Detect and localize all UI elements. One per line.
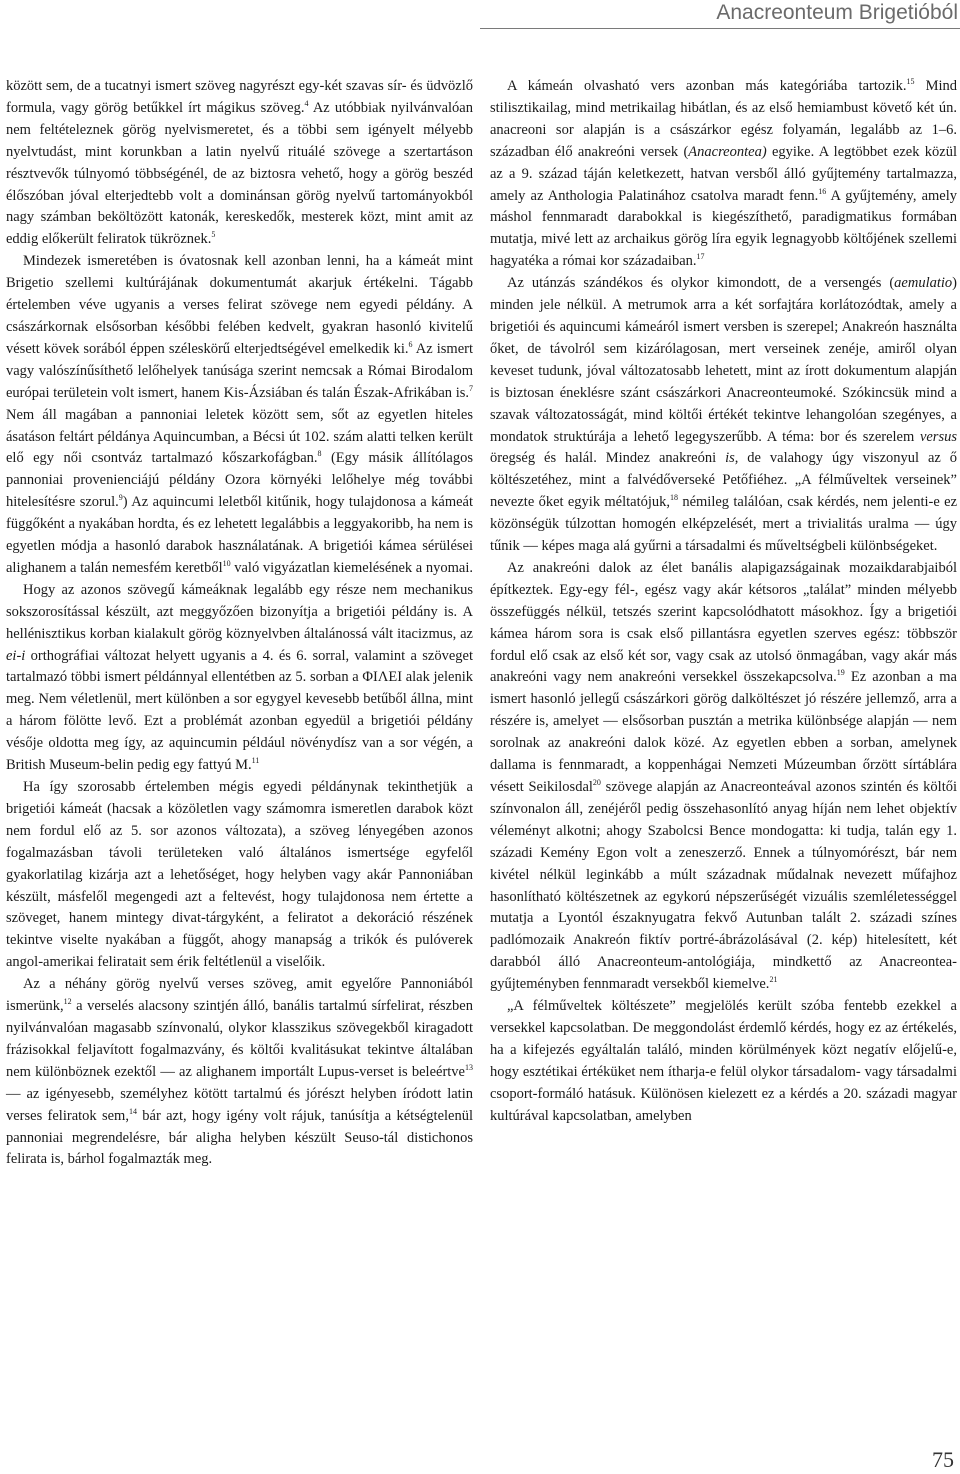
paragraph (6, 777, 473, 974)
text-run: Az utánzás szándékos és olykor kimondott, de a versengés ( (507, 275, 895, 292)
paragraph (490, 996, 957, 1127)
text-run: öregség és halál. Mindez anakreóni (490, 450, 726, 467)
header-rule (480, 28, 960, 29)
italic-run: aemulatio (894, 275, 953, 292)
footnote-ref: 20 (592, 778, 601, 787)
footnote-ref: 15 (906, 77, 915, 86)
footnote-ref: 11 (251, 756, 260, 766)
paragraph (6, 580, 473, 777)
footnote-ref: 17 (696, 252, 705, 262)
text-run: orthográfiai változat helyett ugyanis a 4. és 6. sorral, valamint a szöveget tartalmazó többi ismert példánnyal ellentétben az 5. sorban a ΦΙΛΕΙ alak jelenik meg. Nem véletlenül, mert különben a sor egygyel kevesebb betűből állna, mint a három fölötte levő. Ezt a problémát azonban egyedül a brigetiói példány vésője oldotta meg így, az aquincumin például növénydísz van a sor végén, a British Museum-belin pedig egy fattyú M. (6, 647, 473, 774)
text-run: Mind stilisztikailag, mind metrikailag hibátlan, és az első hemiambust követő két ún. anacreoni sor alapján is a császárkor egész folyamán, legalább az 1–6. században élő anakreóni versek ( (490, 78, 957, 160)
text-run: Az utóbbiak nyilvánvalóan nem feltételeznek görög nyelvismeretet, és a többi sem igényelt mélyebb nyelvtudást, mint korunkban a latin nyelvű rituálé szövege a szertartáson résztvevők túlnyomó többségénél, de az biztosra vehető, hogy a görög beszéd élőszóban jóval elterjedtebb volt a dominánsan görög nyelvű tartományokból nagy számban beköltözött katonák, kereskedők, mesterek közt, mint amit az eddig előkerült feliratok tükröznek. (6, 99, 473, 248)
text-run: való vigyázatlan kiemelésének a nyomai. (230, 559, 473, 576)
text-run: Az anakreóni dalok az élet banális alapigazságainak mozaikdarabjaiból építkeztek. Egy-egy fél-, egész vagy akár kétsoros „találat” minden mélyebb összefüggés nélkül, tetszés szerint kapcsolódhatott másokhoz. Így a brigetiói kámea három sora is csak első pillantásra egyetlen szerves egész: többször fordul elő csak az első két sor, vagy csak az utolsó önmagában, vagy akár más anakreóni vagy nem anakreóni versekkel összekapcsolva. (490, 559, 957, 686)
text-run: némileg találóan, csak kérdés, nem jelenti-e ez közönségük túlzottan homogén elképzelését, mert a trivialitás uralma — úgy tűnik — képes maga alá gyűrni a társadalmi és műveltségbeli különbségeket. (490, 494, 958, 555)
text-run: A kámeán olvasható vers azonban más kategóriába tartozik. (507, 78, 907, 94)
text-run: Ha így szorosabb értelemben mégis egyedi példánynak tekinthetjük a brigetiói kámeát (hacsak a közöletlen vagy számomra ismeretlen darabok közt nem fordul elő az 5. sor azonos változata), a szöveg lényegében azonos fogalmazásban távoli területeken való általános ismertsége egyfelől gyakorlatilag kizárja azt a lehetőséget, hogy helyben vagy akár Pannoniában készült, másfelől megengedi azt a feltevést, hogy tulajdonosa nem értette a szöveget, hanem mintegy divat-tárgyként, a feliratot a dekoráció részének tekintve viselte nyakában a függőt, ahogy manapság a trikók és pulóverek angol-amerikai feliratait sem érik feltétlenül a viselőik. (6, 779, 473, 971)
right-column (490, 76, 957, 1128)
footnote-ref: 19 (836, 668, 845, 678)
text-run: Ez azonban a ma ismert hasonló jellegű császárkori görög dalköltészet jó részére jellemző, arra a részére is, amelyet — elsősorban pusztán a metrika különbsége alapján — nem sorolnak az anakreóni dalok közé. Az egyetlen ebben a sorban, amelynek dallama is fennmaradt, a koppenhágai Nemzeti Múzeumban őrzött sírtáblára vésett Seikilosdal (490, 669, 957, 795)
footnote-ref: 16 (818, 186, 827, 196)
text-run: Nem áll magában a pannoniai leletek között sem, sőt az egyetlen hiteles ásatáson feltárt példánya Aquincumban, a Bécsi út 102. szám alatti telken került elő egy női csontváz tartalmazó kőszarkofágban. (6, 406, 473, 467)
paragraph (6, 974, 473, 1171)
text-run: , de valahogy úgy viszonyul az ő költészetéhez, mint a falvédőverseké Petőfiéhez. „A félműveltek verseinek” nevezte őket egyik méltatójuk, (490, 450, 958, 511)
text-run: ) minden jele nélkül. A metrumok arra a két sorfajtára korlátozódtak, amely a brigetiói és aquincumi kámeáról ismert versben is szerepel; Anakreón használta őket, de távolról sem kizárólagosan, mert verseinek zenéje, amiről olyan keveset tudunk, jóval változatosabb lehetett, mint az írott dokumentum alapján is biztosan éneklésre szánt császárkori Anacreonteumoké. Szókincsük mind a szavak változatosságát, mind költői értékét tekintve lehangolóan szegényes, a mondatok struktúrája a lehető legegyszerűbb. A téma: bor és szerelem (490, 275, 957, 445)
text-run: egyike. A legtöbbet ezek közül az a 9. század táján keletkezett, hatvan versből álló gyűjtemény tartalmazza, amely az Anthologia Palatinához csatolva maradt fenn. (490, 143, 957, 204)
page-number: 75 (932, 1447, 954, 1472)
footnote-ref: 14 (128, 1106, 137, 1116)
italic-run: Anacreontea) (688, 143, 767, 160)
footnote-ref: 5 (211, 230, 216, 240)
paragraph (490, 558, 957, 996)
running-title: Anacreonteum Brigetióból (716, 1, 958, 24)
footnote-ref: 8 (317, 449, 322, 459)
running-header (0, 0, 960, 30)
text-run: A gyűjtemény, amely máshol fennmaradt darabokkal is kiegészíthető, paradigmatikus formában mutatja, mivé lett az archaikus görög líra egyik legnagyobb költőjének szellemi hagyatéka a római kor századaiban. (490, 187, 957, 270)
paragraph (490, 76, 957, 273)
text-run: bár azt, hogy igény volt rájuk, tanúsítja a kétségtelenül pannoniai megrendelésre, bár aligha helyben készült Seuso-tál distichonos felirata is, bárhol fogalmazták meg. (6, 1107, 473, 1168)
text-run: (Egy másik állítólagos pannoniai provenienciájú példány Ozora környéki lelőhelye még további hitelesítésre szorul. (6, 450, 473, 511)
text-run: „A félműveltek költészete” megjelölés került szóba fentebb ezekkel a versekkel kapcsolatban. De meggondolást érdemlő kérdés, hogy ez az értékelés, ha a kifejezés egyáltalán találó, minden körülmények közt negatív előjelű-e, hogy esztétikai értéküket nem ítharja-e felül olykor társadalom- vagy társadalmi csoport-formáló hatásuk. Különösen kielezett ez a kérdés a 20. századi magyar kultúrával kapcsolatban, amelyben (490, 998, 957, 1124)
paragraph (6, 76, 473, 251)
italic-run: ei-i (6, 647, 26, 664)
text-run: Az ismert vagy valószínűsíthető lelőhelyek tanúsága szerint nemcsak a Római Birodalom európai területein volt ismert, hanem Kis-Ázsiában és talán Észak-Afrikában is. (6, 340, 473, 401)
footnote-ref: 6 (408, 339, 413, 349)
text-run: Hogy az azonos szövegű kámeáknak legalább egy része nem mechanikus sokszorosítással készült, azt meggyőzően bizonyítja a brigetiói példány is. A hellénisztikus korban kialakult görög köznyelvben általánossá vált itacizmus, az (6, 581, 473, 642)
footnote-ref: 4 (304, 98, 309, 108)
text-run: Az a néhány görög nyelvű verses szöveg, amit egyelőre Pannoniából ismerünk, (6, 976, 473, 1015)
paragraph (6, 251, 473, 580)
footnote-ref: 10 (222, 558, 231, 568)
text-run: között sem, de a tucatnyi ismert szöveg nagyrészt egy-két szavas sír- és üdvözlő formula, vagy görög betűkkel írt mágikus szöveg. (6, 78, 473, 116)
footnote-ref: 9 (118, 493, 123, 503)
left-column (6, 76, 473, 1171)
paragraph (490, 273, 957, 558)
footnote-ref: 13 (465, 1062, 473, 1072)
footnote-ref: 18 (670, 493, 679, 503)
italic-run: versus (919, 428, 957, 445)
text-run: Mindezek ismeretében is óvatosnak kell azonban lenni, ha a kámeát mint Brigetio szellemi kultúrájának dokumentumát akarjuk értékelni. Tágabb értelemben véve ugyanis a verses felirat szövege nem egyedi példány. A császárkornak elsősorban későbbi felében kedvelt, gyakran hasonló kivitelű vésett kövek sorából éppen széleskörű elterjedtségével emelkedik ki. (6, 253, 473, 357)
footnote-ref: 12 (63, 997, 72, 1007)
footnote-ref: 21 (769, 975, 778, 985)
text-run: a verselés alacsony szintjén álló, banális tartalmú sírfelirat, részben nyilvánvalóan magasabb színvonalú, olykor klasszikus szövegekből kiragadott frázisokkal feljavított fogalmazvány, és költői kvalitásukat tekintve általában nem különböznek ezektől — az alighanem importált Lupus-verset is beleértve (6, 998, 473, 1080)
text-run: — az igényesebb, személyhez kötött tartalmú és jórészt helyben íródott latin verses feliratok sem, (6, 1085, 473, 1124)
footnote-ref: 7 (469, 383, 473, 393)
italic-run: is (725, 450, 735, 467)
text-run: szövege alapján az Anacreonteával azonos szintén és költői színvonalon áll, zenéjéről pedig összehasonlító anyag híján nem lehet objektív véleményt alkotni; ahogy Szabolcsi Bence mondogatta: ki tudja, talán egy 1. századi Kemény Egon volt a zeneszerző. Ennek a túlnyomórészt, bár nem kivétel nélkül leginkább a múlt századnak műdalnak nevezett műfajhoz hasonlítható költészetnek az egykorú népszerűségét vizuális szemléletességgel mutatja a Lyontól északnyugatra fekvő Autunban talált 2. századi színes padlómozaik Anakreón fiktív portré-ábrázolásával (2. kép) hitelesített, két darabból álló Anacreonteum-antológiája, mindkettő az Anacreontea-gyűjteményben fennmaradt versekből kiemelve. (490, 779, 958, 993)
text-run: ) Az aquincumi leletből kitűnik, hogy tulajdonosa a kámeát függőként a nyakában hordta, és ez lehetett legalábbis a leggyakoribb, ha nem is egyetlen módja a hasonló darabok használatának. A brigetiói kámea sérülései alighanem a talán nemesfém keretből (6, 494, 473, 576)
